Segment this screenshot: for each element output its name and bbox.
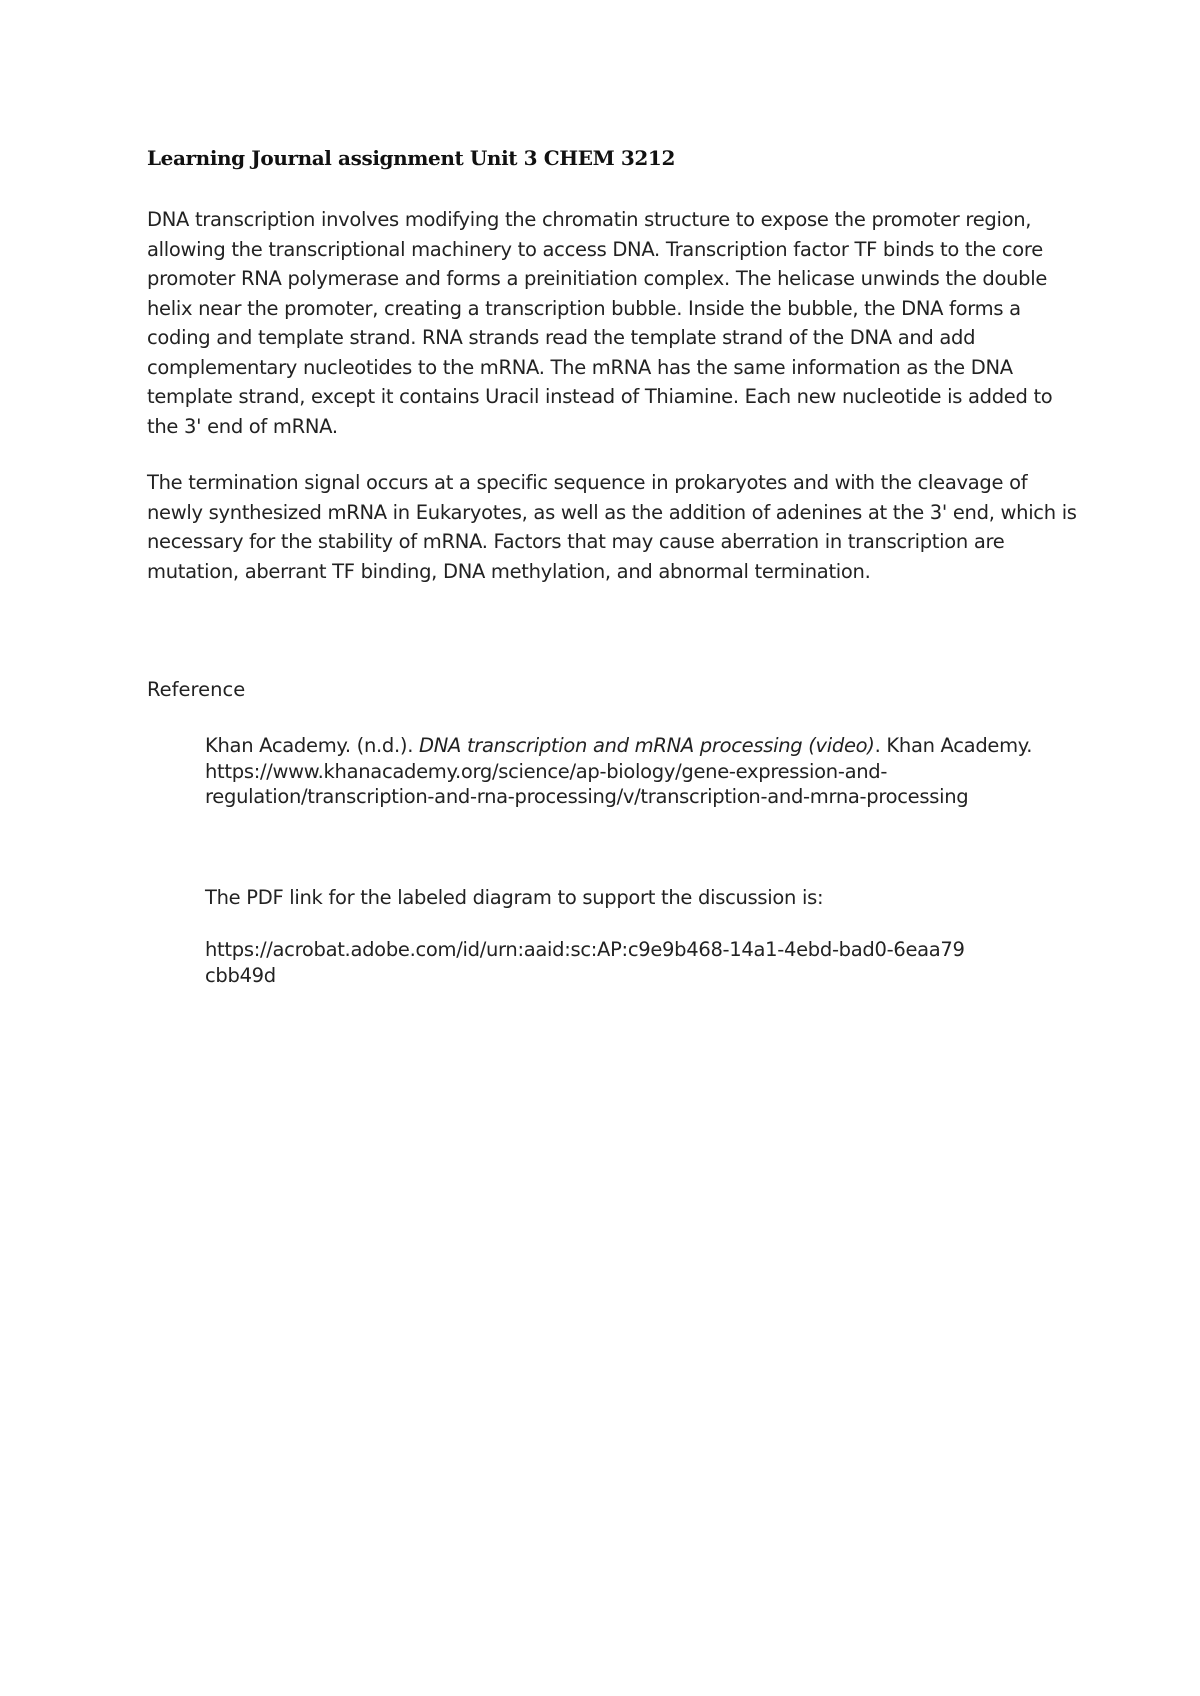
pdf-note: The PDF link for the labeled diagram to support the discussion is: bbox=[205, 886, 824, 909]
reference-work-title: DNA transcription and mRNA processing (video) bbox=[419, 734, 875, 757]
pdf-link[interactable]: https://acrobat.adobe.com/id/urn:aaid:sc:AP:c9e9b468-14a1-4ebd-bad0-6eaa79cbb49d bbox=[205, 938, 965, 987]
reference-publisher-url: . Khan Academy. https://www.khanacademy.org/science/ap-biology/gene-expression-and-regulation/transcription-and-rna-processing/v/transcription-and-mrna-processing bbox=[205, 734, 1033, 808]
paragraph-transcription: DNA transcription involves modifying the chromatin structure to expose the promoter region, allowing the transcriptional machinery to access DNA. Transcription factor TF binds to the core promoter RNA polymerase and forms a preinitiation complex. The helicase unwinds the double helix near the promoter, creating a transcription bubble. Inside the bubble, the DNA forms a coding and template strand. RNA strands read the template strand of the DNA and add complementary nucleotides to the mRNA. The mRNA has the same information as the DNA template strand, except it contains Uracil instead of Thiamine. Each new nucleotide is added to the 3' end of mRNA. bbox=[147, 208, 1053, 438]
document-title: Learning Journal assignment Unit 3 CHEM 3212 bbox=[147, 146, 675, 170]
reference-entry bbox=[205, 733, 1065, 810]
reference-heading: Reference bbox=[147, 678, 246, 701]
reference-author-date: Khan Academy. (n.d.). bbox=[205, 734, 419, 757]
paragraph-termination: The termination signal occurs at a specific sequence in prokaryotes and with the cleavage of newly synthesized mRNA in Eukaryotes, as well as the addition of adenines at the 3' end, which is necessary for the stability of mRNA. Factors that may cause aberration in transcription are mutation, aberrant TF binding, DNA methylation, and abnormal termination. bbox=[147, 471, 1077, 583]
